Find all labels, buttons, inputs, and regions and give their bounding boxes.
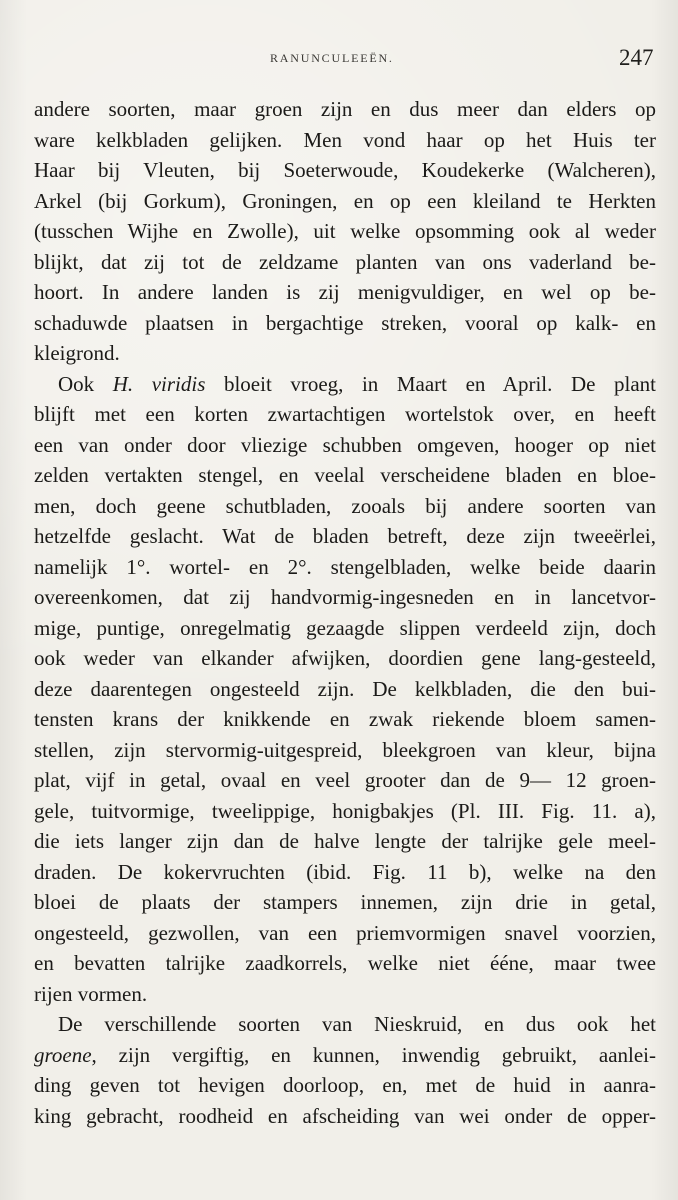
text-line: ware kelkbladen gelijken. Men vond haar op het Huis ter (34, 127, 656, 152)
line-text-start: Ook H. viridis bloeit vroeg, in Maart en April. De plant (58, 371, 656, 396)
text-line: Arkel (bij Gorkum), Groningen, en op een kleiland te Herkten (34, 188, 656, 213)
text-line: bloei de plaats der stampers innemen, zijn drie in getal, (34, 890, 656, 914)
text-line: men, doch geene schutbladen, zooals bij andere soorten van (34, 493, 656, 518)
text-line: tensten krans der knikkende en zwak riekende bloem samen- (34, 707, 656, 731)
page-number: 247 (619, 45, 654, 70)
text-line: hoort. In andere landen is zij menigvuldiger, en wel op be- (34, 280, 656, 304)
text-line: gele, tuitvormige, tweelippige, honigbakjes (Pl. III. Fig. 11. a), (34, 798, 656, 823)
text-line: zelden vertakten stengel, en veelal verscheidene bladen en bloe- (34, 463, 656, 487)
text-line: namelijk 1°. wortel- en 2°. stengelbladen, welke beide daarin (34, 554, 656, 579)
text-line: Haar bij Vleuten, bij Soeterwoude, Koudekerke (Walcheren), (34, 158, 656, 182)
italic-term: groene (34, 1042, 92, 1067)
text-line: blijft met een korten zwartachtigen wortelstok over, en heeft (34, 402, 656, 426)
text-line: een van onder door vliezige schubben omgeven, hooger op niet (34, 432, 656, 457)
text-line: mige, puntige, onregelmatig gezaagde slippen verdeeld zijn, doch (34, 615, 656, 640)
text-line: schaduwde plaatsen in bergachtige streken, vooral op kalk- en (34, 310, 656, 335)
text-line: ding geven tot hevigen doorloop, en, met de huid in aanra- (34, 1073, 656, 1097)
text-line: (tusschen Wijhe en Zwolle), uit welke opsomming ook al weder (34, 219, 656, 243)
text-line: overeenkomen, dat zij handvormig-ingesneden en in lancetvor- (34, 585, 656, 609)
text-line: andere soorten, maar groen zijn en dus meer dan elders op (34, 97, 656, 121)
text-line: draden. De kokervruchten (ibid. Fig. 11 b), welke na den (34, 859, 656, 884)
text-line: stellen, zijn stervormig-uitgespreid, bleekgroen van kleur, bijna (34, 737, 656, 762)
text-line: en bevatten talrijke zaadkorrels, welke niet ééne, maar twee (34, 951, 656, 975)
text-line: groene, zijn vergiftig, en kunnen, inwendig gebruikt, aanlei- (34, 1042, 656, 1067)
running-head (0, 45, 678, 70)
text-line: rijen vormen. (34, 981, 148, 1006)
text-line: plat, vijf in getal, ovaal en veel grooter dan de 9— 12 groen- (34, 768, 656, 792)
text-line: blijkt, dat zij tot de zeldzame planten van ons vaderland be- (34, 249, 656, 274)
text-line: hetzelfde geslacht. Wat de bladen betreft, deze zijn tweeërlei, (34, 524, 656, 548)
body-text (34, 94, 656, 1131)
paragraph-start-line (34, 369, 656, 400)
text-line: ook weder van elkander afwijken, doordien gene lang-gesteeld, (34, 646, 656, 670)
text-line: ongesteeld, gezwollen, van een priemvormigen snavel voorzien, (34, 920, 656, 945)
paragraph-start-line: De verschillende soorten van Nieskruid, en dus ook het (58, 1012, 656, 1036)
text-line: king gebracht, roodheid en afscheiding van wei onder de opper- (34, 1103, 656, 1128)
italic-term: H. viridis (112, 371, 206, 396)
running-title: RANUNCULEEËN. (270, 51, 394, 65)
text-line: deze daarentegen ongesteeld zijn. De kelkbladen, die den bui- (34, 676, 656, 701)
text-line: kleigrond. (34, 341, 120, 365)
text-line: die iets langer zijn dan de halve lengte der talrijke gele meel- (34, 829, 656, 853)
